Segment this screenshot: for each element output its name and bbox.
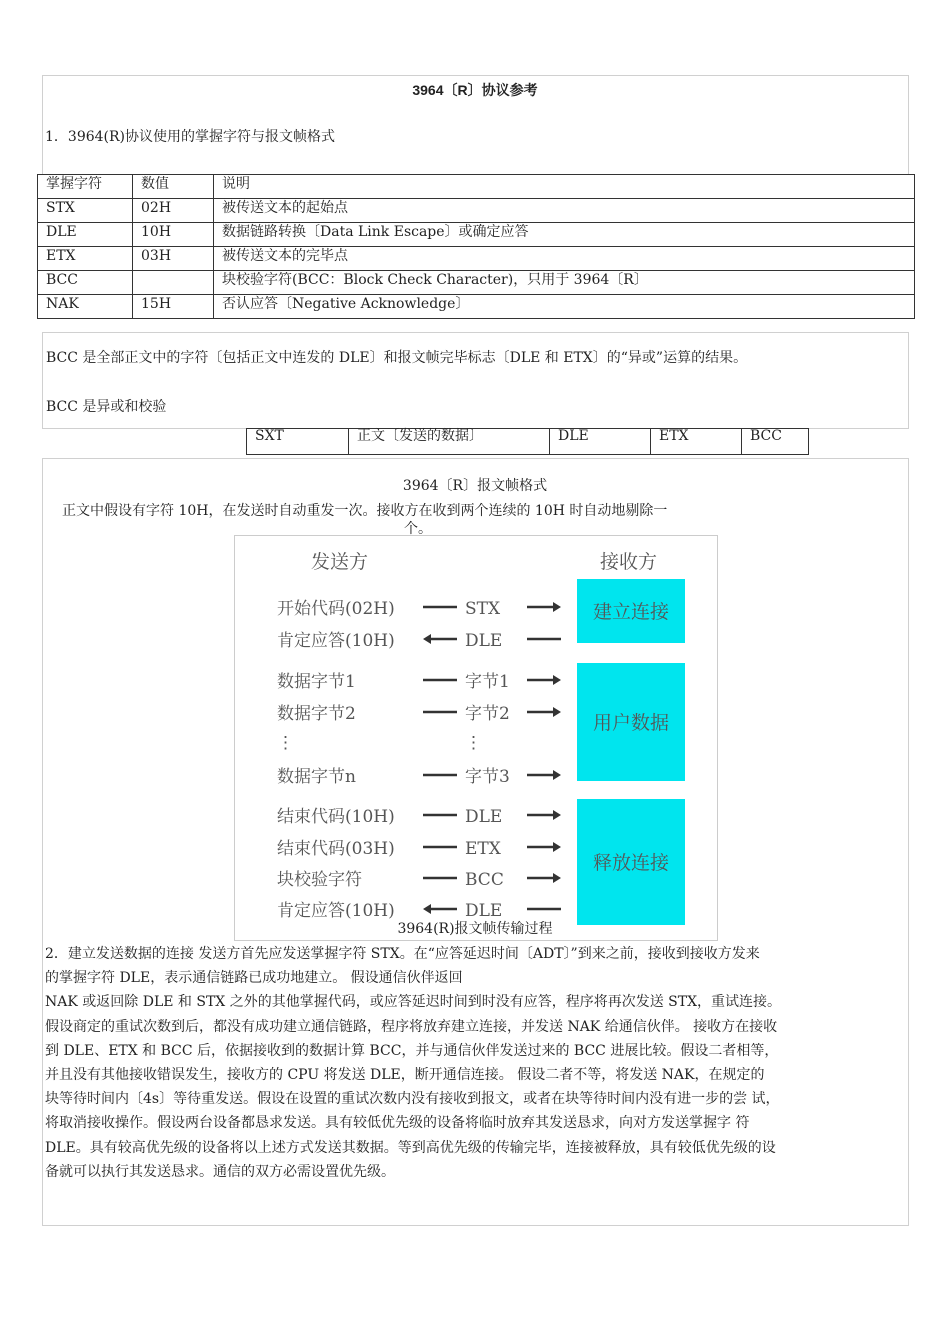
diagram-row-signal: STX [465,599,501,619]
arrow-right-icon [553,842,561,852]
table-cell: 数据链路转换〔Data Link Escape〕或确定应答 [214,223,915,247]
diagram-row-label: 块校验字符 [277,870,362,890]
diagram-row-signal: ⋮ [465,733,482,753]
frame-caption: 3964〔R〕报文帧格式 [402,478,548,494]
frame-cell-bcc: BCC [742,429,809,455]
section1-heading: 1．3964(R)协议使用的掌握字符与报文帧格式 [45,129,335,145]
diagram-row-signal: DLE [465,901,503,921]
table-cell: 10H [133,223,214,247]
table-row [38,223,915,247]
arrow-left-icon [423,634,431,644]
frame-format-table [246,428,809,455]
dle-duplicate-note-cont: 个。 [404,521,432,537]
table-cell: 被传送文本的起始点 [214,199,915,223]
frame-cell-sxt: SXT [247,429,349,455]
table-cell [133,271,214,295]
diagram-row-label: 结束代码(10H) [277,807,395,827]
table-header-cell: 掌握字符 [38,175,133,199]
diagram-row-signal: 字节2 [465,704,510,724]
phase-label: 用户数据 [592,712,670,734]
bcc-note-1: BCC 是全部正文中的字符〔包括正文中连发的 DLE〕和报文帧完毕标志〔DLE 和 ETX〕的“异或”运算的结果。 [46,350,748,366]
table-cell: NAK [38,295,133,319]
diagram-row-signal: DLE [465,807,503,827]
section2-body [45,942,915,1184]
bcc-note-2: BCC 是异或和校验 [46,399,167,415]
diagram-row-label: 肯定应答(10H) [277,901,395,921]
diagram-row-signal: 字节1 [465,672,510,692]
table-cell: 15H [133,295,214,319]
phase-label: 建立连接 [592,601,670,623]
sender-label: 发送方 [311,551,369,573]
arrow-right-icon [553,770,561,780]
page-title: 3964〔R〕协议参考 [412,82,538,98]
dle-duplicate-note: 正文中假设有字符 10H，在发送时自动重发一次。接收方在收到两个连续的 10H 时自动地剔除一 [62,503,668,519]
diagram-caption: 3964(R)报文帧传输过程 [397,921,553,937]
paragraph-line: 2．建立发送数据的连接 发送方首先应发送掌握字符 STX。在“应答延迟时间〔ADT〕”到来之前，接收到接收方发来 [45,946,760,962]
table-row [38,295,915,319]
table-row [38,247,915,271]
arrow-right-icon [553,873,561,883]
table-cell: ETX [38,247,133,271]
diagram-row-label: 数据字节n [277,767,356,787]
paragraph-line: 将取消接收操作。假设两台设备都恳求发送。具有较低优先级的设备将临时放弃其发送恳求，向对方发送掌握字 符 [45,1115,750,1132]
diagram-row-label: 肯定应答(10H) [277,631,395,651]
table-cell: 否认应答〔Negative Acknowledge〕 [214,295,915,319]
paragraph-line: DLE。具有较高优先级的设备将以上述方式发送其数据。等到高优先级的传输完毕，连接被释放，具有较低优先级的设 [45,1139,776,1156]
diagram-row-label: 开始代码(02H) [277,599,395,619]
table-cell: 被传送文本的完毕点 [214,247,915,271]
frame-cell-text: 正文〔发送的数据〕 [349,429,550,455]
frame-cell-dle: DLE [550,429,651,455]
table-row [38,271,915,295]
diagram-row-signal: BCC [465,870,504,890]
table-cell: BCC [38,271,133,295]
table-header-cell: 说明 [214,175,915,199]
diagram-row-signal: DLE [465,631,503,651]
diagram-row-label: 数据字节2 [277,704,356,724]
phase-label: 释放连接 [592,852,670,874]
diagram-row-label: 数据字节1 [277,672,356,692]
control-char-table [37,174,915,319]
paragraph-line: 并且没有其他接收错误发生，接收方的 CPU 将发送 DLE，断开通信连接。 假设二者不等，将发送 NAK，在规定的 [45,1067,765,1084]
receiver-label: 接收方 [600,551,658,573]
table-header-cell: 数值 [133,175,214,199]
diagram-row-label: 结束代码(03H) [277,839,395,859]
paragraph-line: NAK 或返回除 DLE 和 STX 之外的其他掌握代码，或应答延迟时间到时没有应答，程序将再次发送 STX，重试连接。 [45,994,782,1011]
table-row [38,199,915,223]
diagram-row-signal: 字节3 [465,767,510,787]
frame-cell-etx: ETX [651,429,742,455]
table-cell: 块校验字符(BCC：Block Check Character)，只用于 3964〔R〕 [214,271,915,295]
arrow-right-icon [553,707,561,717]
arrow-left-icon [423,904,431,914]
table-cell: DLE [38,223,133,247]
table-cell: STX [38,199,133,223]
paragraph-line: 块等待时间内〔4s〕等待重发送。假设在设置的重试次数内没有接收到报文，或者在块等待时间内没有进一步的尝 试， [45,1091,780,1108]
diagram-row-label: ⋮ [277,733,294,753]
table-header-row [38,175,915,199]
paragraph-line: 假设商定的重试次数到后，都没有成功建立通信链路，程序将放弃建立连接，并发送 NAK 给通信伙伴。 接收方在接收 [45,1018,778,1035]
arrow-right-icon [553,675,561,685]
paragraph-line: 的掌握字符 DLE，表示通信链路已成功地建立。 假设通信伙伴返回 [45,970,463,987]
table-cell: 02H [133,199,214,223]
arrow-right-icon [553,602,561,612]
arrow-right-icon [553,810,561,820]
paragraph-line: 备就可以执行其发送恳求。通信的双方必需设置优先级。 [45,1163,395,1180]
diagram-row-signal: ETX [465,839,501,859]
transfer-diagram [234,535,718,941]
paragraph-line: 到 DLE、ETX 和 BCC 后，依据接收到的数据计算 BCC，并与通信伙伴发送过来的 BCC 进展比较。假设二者相等， [45,1042,779,1059]
table-cell: 03H [133,247,214,271]
